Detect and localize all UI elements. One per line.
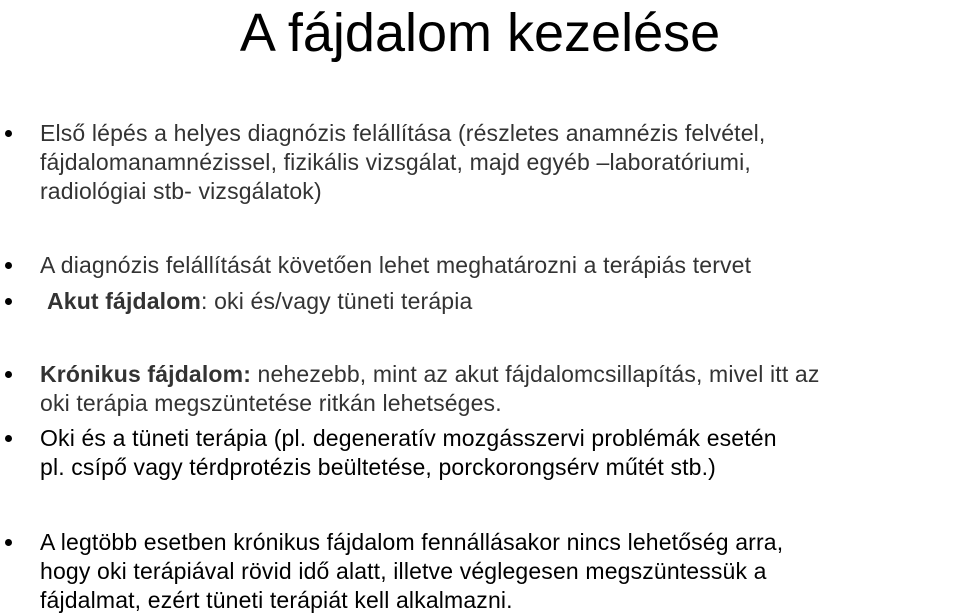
bullet-text: A diagnózis felállítását követően lehet meghatározni a terápiás tervet bbox=[40, 252, 752, 278]
bullet-dot bbox=[5, 262, 12, 269]
bullet-text bbox=[40, 528, 958, 615]
bullet-line: fájdalmat, ezért tüneti terápiát kell alkalmazni. bbox=[40, 587, 513, 613]
bullet-line: hogy oki terápiával rövid idő alatt, illetve véglegesen megszüntessük a bbox=[40, 558, 767, 584]
bullet-text bbox=[40, 360, 958, 418]
bullet-line: A legtöbb esetben krónikus fájdalom fennállásakor nincs lehetőség arra, bbox=[40, 529, 784, 555]
bullet-line: pl. csípő vagy térdprotézis beültetése, porckorongsérv műtét stb.) bbox=[40, 454, 716, 480]
bullet-text bbox=[40, 119, 958, 206]
bullet-bold-term: Akut fájdalom bbox=[47, 288, 202, 314]
bullet-dot bbox=[5, 435, 12, 442]
bullet-dot bbox=[5, 298, 12, 305]
bullet-line: Első lépés a helyes diagnózis felállítása (részletes anamnézis felvétel, bbox=[40, 120, 766, 146]
bullet-line: radiológiai stb- vizsgálatok) bbox=[40, 178, 322, 204]
bullet-dot bbox=[5, 130, 12, 137]
bullet-dot bbox=[5, 371, 12, 378]
slide-title: A fájdalom kezelése bbox=[239, 3, 721, 63]
bullet-text bbox=[47, 287, 960, 316]
bullet-dot bbox=[5, 539, 12, 546]
bullet-rest: : oki és/vagy tüneti terápia bbox=[201, 288, 473, 314]
bullet-rest: nehezebb, mint az akut fájdalomcsillapítás, mivel itt az bbox=[251, 361, 820, 387]
bullet-line: oki terápia megszüntetése ritkán lehetséges. bbox=[40, 390, 502, 416]
bullet-text bbox=[40, 424, 958, 482]
bullet-line: fájdalomanamnézissel, fizikális vizsgálat, majd egyéb –laboratóriumi, bbox=[40, 149, 751, 175]
bullet-line: Oki és a tüneti terápia (pl. degeneratív mozgásszervi problémák esetén bbox=[40, 425, 777, 451]
bullet-bold-term: Krónikus fájdalom: bbox=[40, 361, 252, 387]
